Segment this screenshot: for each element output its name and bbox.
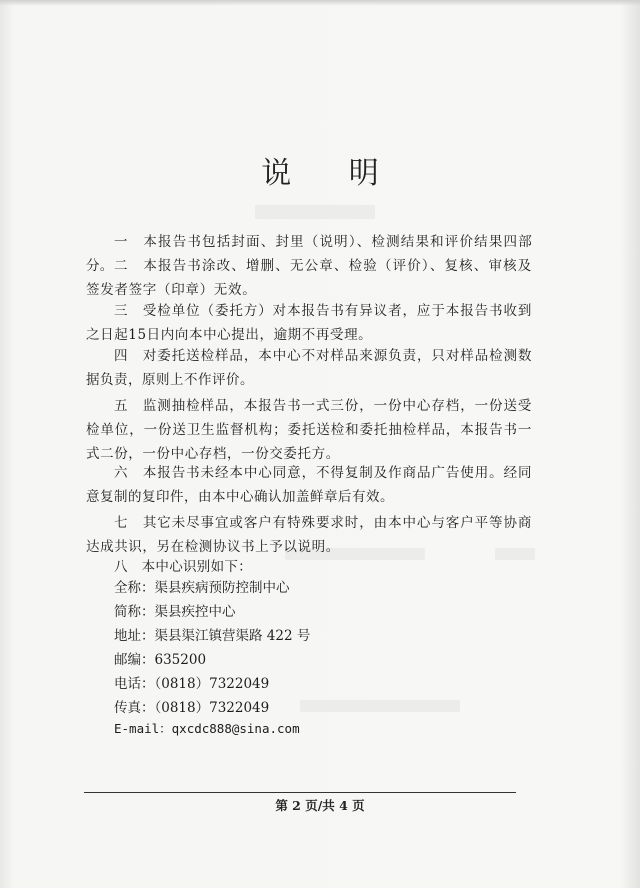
clause-3: 三 受检单位（委托方）对本报告书有异议者，应于本报告书收到之日起15日内向本中心提出，逾期不再受理。 [86,303,532,343]
center-fax: 传真：（0818）7322049 [114,700,270,716]
bleed-through-mark [255,205,375,219]
scan-edge-shadow [0,0,640,6]
clause-2: 二 本报告书涂改、增删、无公章、检验（评价）、复核、审核及签发者签字（印章）无效。 [86,258,532,298]
clause-7: 七 其它未尽事宜或客户有特殊要求时，由本中心与客户平等协商达成共识，另在检测协议书上予以说明。 [86,515,532,555]
clause-6: 六 本报告书未经本中心同意，不得复制及作商品广告使用。经同意复制的复印件，由本中心确认加盖鲜章后有效。 [86,465,532,505]
center-phone: 电话：（0818）7322049 [114,676,270,692]
footer-divider [84,792,516,793]
clause-5: 五 监测抽检样品，本报告书一式三份，一份中心存档，一份送受检单位，一份送卫生监督机构；委托送检和委托抽检样品，本报告书一式二份，一份中心存档，一份交委托方。 [86,398,532,462]
clause-4: 四 对委托送检样品，本中心不对样品来源负责，只对样品检测数据负责，原则上不作评价。 [86,348,532,388]
page-number: 第 2 页/共 4 页 [275,798,365,813]
center-postcode: 邮编：635200 [114,652,207,668]
center-short-name: 简称：渠县疾控中心 [114,604,236,620]
page-title: 说 明 [261,156,403,191]
center-email: E-mail：qxcdc888@sina.com [114,721,300,736]
center-full-name: 全称：渠县疾病预防控制中心 [114,580,290,596]
clause-8: 八 本中心识别如下： [114,559,252,575]
center-address: 地址：渠县渠江镇营渠路 422 号 [114,628,311,644]
clause-1: 一 本报告书包括封面、封里（说明）、检测结果和评价结果四部分。 [86,234,532,274]
bleed-through-mark [300,700,460,712]
